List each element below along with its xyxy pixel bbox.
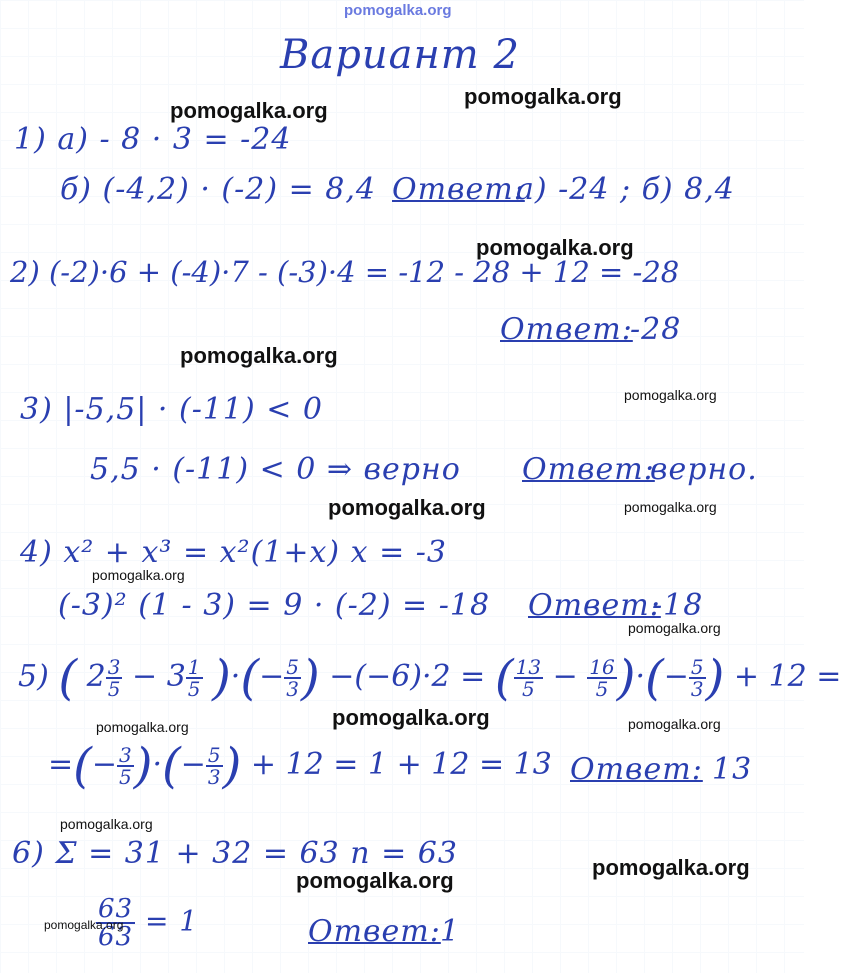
fraction-numerator: 1 — [187, 655, 201, 679]
watermark: pomogalka.org — [96, 719, 189, 735]
open-paren: ( — [162, 738, 181, 794]
fraction-13-5 — [514, 657, 543, 699]
fraction-denominator: 3 — [690, 677, 704, 701]
open-paren: ( — [58, 650, 78, 706]
problem-1-answer: а) -24 ; б) 8,4 — [516, 172, 735, 207]
watermark: pomogalka.org — [628, 716, 721, 732]
fraction-numerator: 5 — [690, 655, 704, 679]
watermark: pomogalka.org — [464, 84, 622, 109]
close-paren: ) — [616, 650, 636, 706]
mixed-2-fraction — [186, 657, 203, 699]
problem-5-line-1: 5) ( 2 $\frac{3}{5}$ − 3 $\frac{1}{5}$ )·(− $\frac{5}{3}$ ) −(−6)·2 = ( $\frac{13}{5}$ − $\frac{16}{5}$ )·(− $\frac{5}{3}$ ) + 12 = — [18, 650, 841, 706]
mixed-1-whole: 2 — [86, 659, 106, 694]
close-paren: ) — [300, 650, 320, 706]
fraction-numerator: 63 — [98, 894, 134, 924]
mixed-1-fraction — [106, 657, 123, 699]
fraction-denominator: 5 — [187, 677, 201, 701]
page-title: Вариант 2 — [280, 32, 520, 78]
problem-3-answer: верно. — [650, 452, 758, 487]
fraction-5-3 — [206, 745, 223, 787]
open-paren: ( — [494, 650, 514, 706]
close-paren: ) — [705, 650, 725, 706]
watermark: pomogalka.org — [624, 499, 717, 515]
negative-fraction — [284, 657, 301, 699]
fraction-numerator: 3 — [107, 655, 121, 679]
problem-3-line-1: 3) |-5,5| · (-11) < 0 — [20, 392, 324, 427]
open-paren: ( — [73, 738, 92, 794]
fraction-numerator: 3 — [119, 743, 132, 767]
fraction-denominator: 63 — [98, 922, 134, 952]
mixed-2-whole: 3 — [166, 659, 186, 694]
watermark: pomogalka.org — [170, 98, 328, 123]
problem-6-fraction-tail: = 1 — [145, 904, 199, 938]
fraction-denominator: 5 — [119, 765, 132, 789]
problem-6-line: 6) Σ = 31 + 32 = 63 n = 63 — [12, 836, 458, 871]
fraction-16-5 — [587, 657, 616, 699]
problem-5-answer: 13 — [712, 752, 753, 787]
watermark: pomogalka.org — [296, 868, 454, 893]
minus-sign: − — [132, 659, 158, 694]
fraction-numerator: 5 — [286, 655, 299, 679]
site-header[interactable]: pomogalka.org — [344, 2, 452, 19]
close-paren: ) — [222, 738, 242, 794]
problem-5-number: 5) — [18, 659, 49, 694]
problem-1-line-a: 1) а) - 8 · 3 = -24 — [14, 122, 292, 157]
fraction-denominator: 5 — [521, 677, 535, 701]
problem-5-tail-1: −(−6)·2 = — [329, 659, 486, 694]
watermark: pomogalka.org — [328, 495, 486, 520]
close-paren: ) — [133, 738, 153, 794]
problem-2-answer: -28 — [630, 312, 682, 347]
fraction-numerator: 13 — [515, 655, 542, 679]
equals-sign: = — [48, 747, 74, 782]
problem-5-tail-2: + 12 = — [733, 659, 841, 694]
watermark: pomogalka.org — [628, 620, 721, 636]
fraction-denominator: 3 — [286, 677, 299, 701]
watermark: pomogalka.org — [624, 387, 717, 403]
close-paren: ) — [212, 650, 231, 706]
problem-4-answer-label: Ответ: — [528, 588, 661, 623]
fraction-denominator: 5 — [595, 677, 609, 701]
fraction-numerator: 16 — [589, 655, 615, 679]
problem-6-answer: 1 — [440, 914, 461, 949]
fraction-5-3 — [689, 657, 706, 699]
watermark: pomogalka.org — [592, 855, 750, 880]
problem-5-answer-label: Ответ: — [570, 752, 703, 787]
watermark: pomogalka.org — [44, 918, 124, 932]
problem-3-line-2: 5,5 · (-11) < 0 ⇒ верно — [90, 452, 461, 487]
problem-3-answer-label: Ответ: — [522, 452, 655, 487]
problem-5-line-2-tail: + 12 = 1 + 12 = 13 — [250, 747, 552, 782]
open-paren: ( — [240, 650, 260, 706]
problem-5-line-2: =(− $\frac{3}{5}$ )·(− $\frac{5}{3}$ ) + 12 = 1 + 12 = 13 — [48, 738, 552, 794]
fraction-denominator: 3 — [207, 765, 221, 789]
problem-2-answer-label: Ответ: — [500, 312, 633, 347]
watermark: pomogalka.org — [476, 235, 634, 260]
problem-1-answer-label: Ответ: — [392, 172, 525, 207]
watermark: pomogalka.org — [332, 705, 490, 730]
problem-4-line-1: 4) x² + x³ = x²(1+x) x = -3 — [20, 535, 448, 570]
problem-1-line-b: б) (-4,2) · (-2) = 8,4 — [60, 172, 376, 207]
watermark: pomogalka.org — [92, 567, 185, 583]
open-paren: ( — [645, 650, 664, 706]
fraction-numerator: 5 — [207, 743, 221, 767]
problem-4-answer: -18 — [652, 588, 704, 623]
problem-2-line: 2) (-2)·6 + (-4)·7 - (-3)·4 = -12 - 28 + 12 = -28 — [10, 255, 680, 289]
watermark: pomogalka.org — [180, 343, 338, 368]
problem-6-answer-label: Ответ: — [308, 914, 441, 949]
fraction-denominator: 5 — [107, 677, 121, 701]
fraction-3-5 — [117, 745, 134, 787]
problem-4-line-2: (-3)² (1 - 3) = 9 · (-2) = -18 — [58, 588, 491, 623]
watermark: pomogalka.org — [60, 816, 153, 832]
